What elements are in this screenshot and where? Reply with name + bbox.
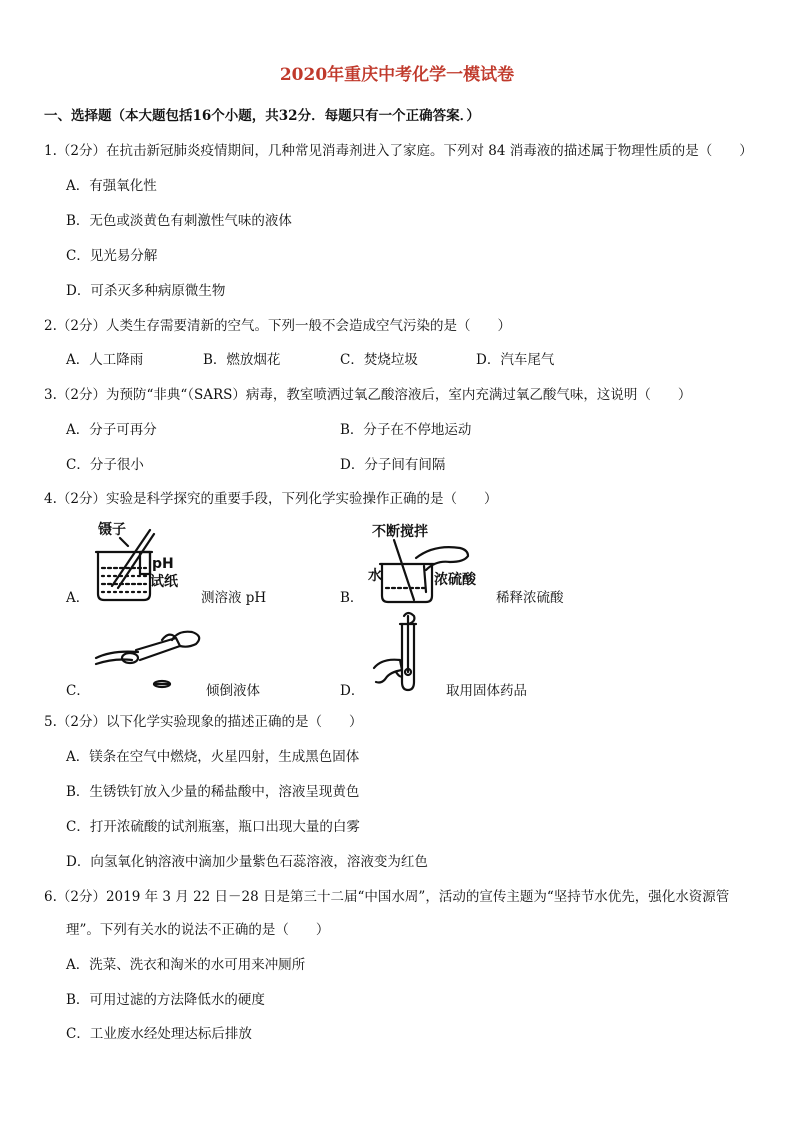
figure-pouring-liquid	[92, 628, 212, 692]
question-1-stem: 1.（2分）在抗击新冠肺炎疫情期间，几种常见消毒剂进入了家庭。下列对 84 消毒液的描述属于物理性质的是（ ）	[44, 143, 753, 159]
question-6-option-b: B．可用过滤的方法降低水的硬度	[66, 992, 265, 1008]
fig-a-label-tweezers: 镊子	[98, 522, 126, 538]
question-3-option-b: B．分子在不停地运动	[340, 422, 472, 438]
question-4-option-b-caption: 稀释浓硫酸	[496, 590, 564, 606]
fig-a-label-ph: pH	[152, 556, 174, 572]
question-5-option-b: B．生锈铁钉放入少量的稀盐酸中，溶液呈现黄色	[66, 784, 360, 800]
question-6-option-a: A．洗菜、洗衣和淘米的水可用来冲厕所	[66, 957, 306, 973]
question-5-option-d: D．向氢氧化钠溶液中滴加少量紫色石蕊溶液，溶液变为红色	[66, 854, 428, 870]
question-5-option-a: A．镁条在空气中燃烧，火星四射，生成黑色固体	[66, 749, 360, 765]
question-3-option-a: A．分子可再分	[66, 422, 157, 438]
page-title: 2020年重庆中考化学一模试卷	[279, 65, 515, 85]
figure-solid-reagent	[372, 612, 452, 698]
question-4-option-a-letter: A．	[66, 590, 90, 606]
question-4-option-b-letter: B．	[340, 590, 364, 606]
question-1-option-b: B．无色或淡黄色有刺激性气味的液体	[66, 213, 292, 229]
question-4-option-d-caption: 取用固体药品	[446, 683, 527, 699]
question-2-option-c: C．焚烧垃圾	[340, 352, 418, 368]
question-4-option-d-letter: D．	[340, 683, 365, 699]
question-1-option-a: A．有强氧化性	[66, 178, 157, 194]
question-4-stem: 4.（2分）实验是科学探究的重要手段，下列化学实验操作正确的是（ ）	[44, 491, 498, 507]
question-3-option-c: C．分子很小	[66, 457, 144, 473]
fig-b-label-water: 水	[368, 568, 382, 584]
question-3-stem: 3.（2分）为预防“非典“（SARS）病毒，教室喷洒过氧乙酸溶液后，室内充满过氧乙酸气味，这说明（ ）	[44, 387, 692, 403]
fig-b-label-acid: 浓硫酸	[434, 572, 476, 588]
question-6-option-c: C．工业废水经处理达标后排放	[66, 1026, 252, 1042]
question-1-option-d: D．可杀灭多种病原微生物	[66, 283, 226, 299]
question-2-option-b: B．燃放烟花	[203, 352, 281, 368]
fig-b-label-stir: 不断搅拌	[372, 524, 428, 540]
question-3-option-d: D．分子间有间隔	[340, 457, 446, 473]
question-4-option-c-letter: C．	[66, 683, 90, 699]
question-2-option-a: A．人工降雨	[66, 352, 144, 368]
question-6-stem-line-1: 6.（2分）2019 年 3 月 22 日－28 日是第三十二届“中国水周”，活动的宣传主题为“坚持节水优先，强化水资源管	[44, 889, 730, 905]
question-6-stem-line-2: 理”。下列有关水的说法不正确的是（ ）	[66, 922, 330, 938]
fig-a-label-paper: 试纸	[150, 574, 178, 590]
question-2-stem: 2.（2分）人类生存需要清新的空气。下列一般不会造成空气污染的是（ ）	[44, 318, 511, 334]
question-5-option-c: C．打开浓硫酸的试剂瓶塞，瓶口出现大量的白雾	[66, 819, 360, 835]
question-4-option-a-caption: 测溶液 pH	[201, 590, 267, 606]
question-2-option-d: D．汽车尾气	[476, 352, 555, 368]
question-5-stem: 5.（2分）以下化学实验现象的描述正确的是（ ）	[44, 714, 363, 730]
section-heading: 一、选择题（本大题包括16个小题，共32分．每题只有一个正确答案．）	[44, 108, 480, 124]
figure-ph-measurement	[90, 516, 210, 606]
figure-acid-dilution	[364, 518, 494, 606]
question-4-option-c-caption: 倾倒液体	[206, 683, 260, 699]
question-1-option-c: C．见光易分解	[66, 248, 158, 264]
